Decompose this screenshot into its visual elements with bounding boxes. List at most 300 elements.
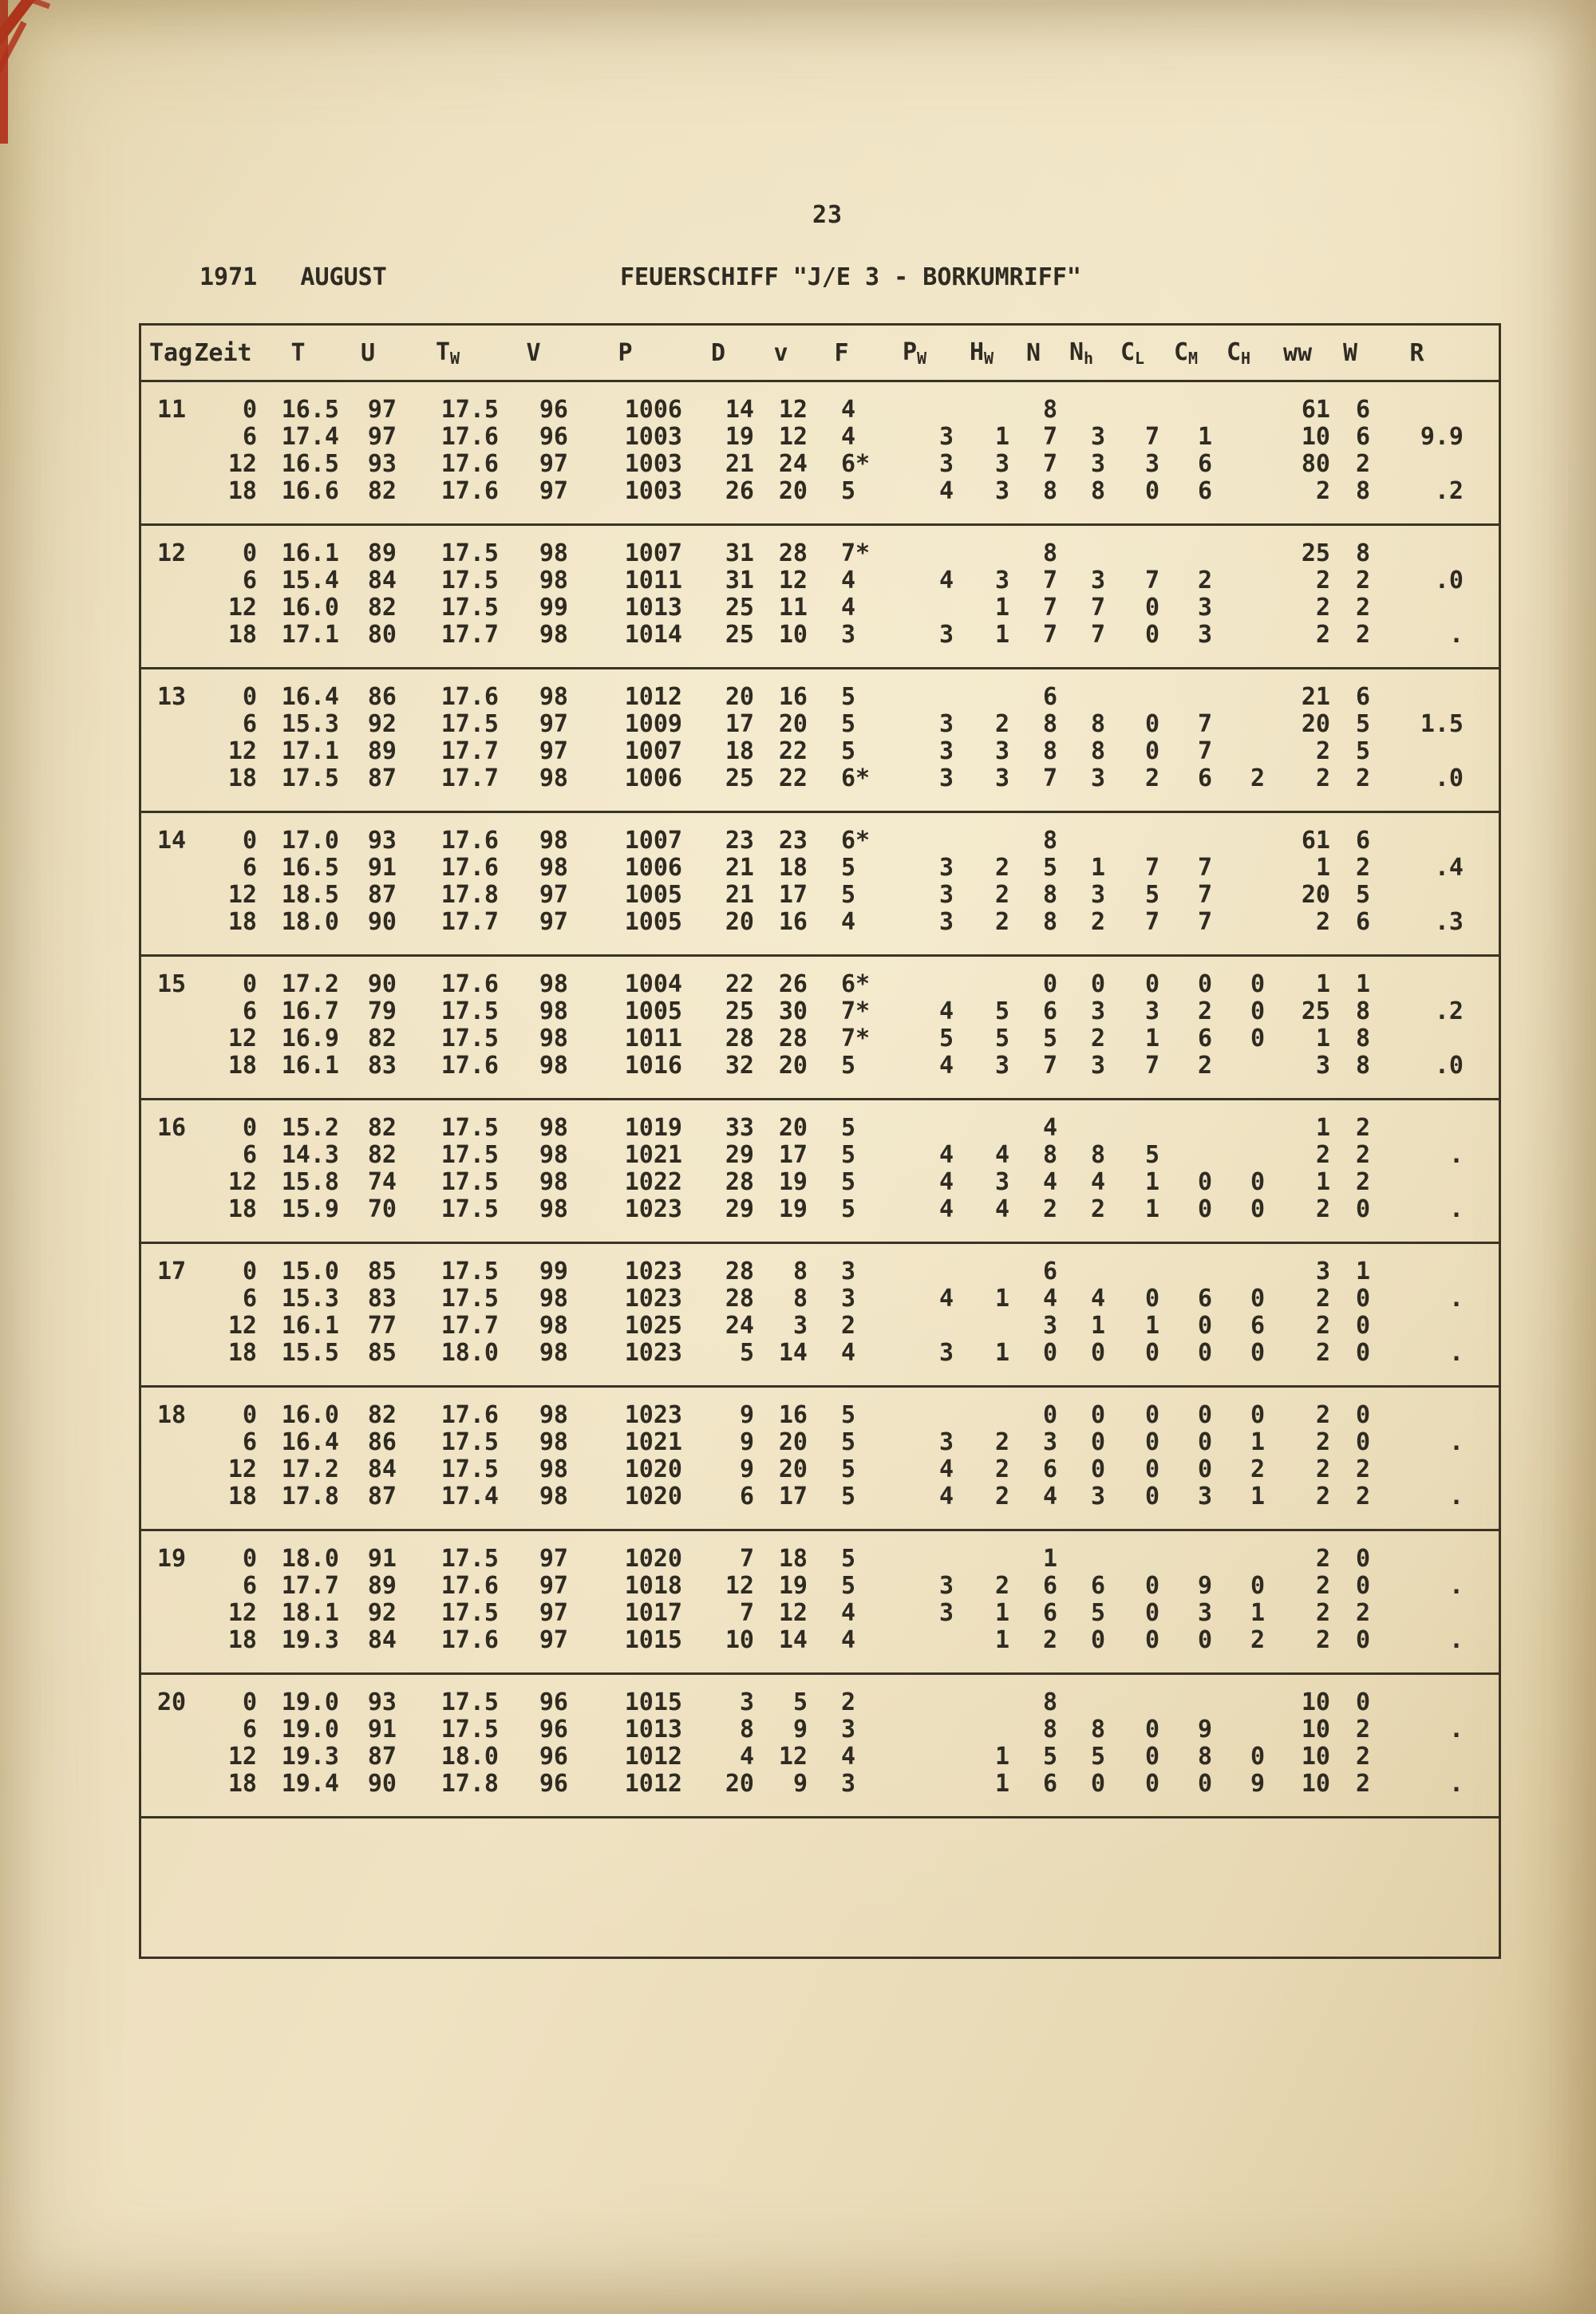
table-cell-d: 20: [725, 1770, 754, 1798]
table-cell-w: 8: [1355, 539, 1370, 567]
table-cell-n: 7: [1042, 764, 1057, 792]
table-cell-ch: [1212, 451, 1265, 478]
table-cell-ch: [1212, 1689, 1265, 1716]
table-cell-v-upper: 98: [539, 1455, 568, 1483]
table-cell-t: 18.1: [281, 1599, 339, 1627]
table-cell-d: 31: [725, 539, 754, 567]
table-cell-w: 0: [1355, 1195, 1370, 1223]
table-cell-p: 1020: [624, 1455, 682, 1483]
table-cell-v-upper: 98: [539, 1195, 568, 1223]
table-cell-p: 1014: [624, 621, 682, 649]
table-cell-hw: [954, 1689, 1009, 1716]
table-cell-tag: [141, 1573, 189, 1600]
table-cell-hw: [954, 1402, 1009, 1429]
table-cell-zeit: 0: [242, 1401, 257, 1429]
table-cell-zeit: 12: [227, 737, 257, 765]
table-cell-n: 8: [1042, 477, 1057, 505]
table-cell-t: 16.9: [281, 1025, 339, 1052]
table-cell-cl: 5: [1144, 881, 1159, 909]
column-header-d: D: [710, 338, 726, 367]
table-cell-pw: [875, 1743, 954, 1771]
table-cell-zeit: 18: [227, 764, 257, 792]
table-cell-ch: [1212, 567, 1265, 594]
table-cell-u: 90: [367, 970, 397, 998]
table-row: [141, 1483, 1499, 1510]
table-cell-nh: 4: [1090, 1285, 1105, 1313]
table-cell-u: 92: [367, 710, 397, 738]
table-cell-nh: 0: [1090, 1428, 1105, 1456]
table-cell-hw: [954, 1716, 1009, 1743]
table-cell-pw: [875, 1689, 954, 1716]
table-cell-w: 0: [1355, 1545, 1370, 1573]
table-cell-n: 6: [1042, 997, 1057, 1025]
table-cell-pw: [875, 1716, 954, 1743]
table-cell-cl: [1105, 397, 1159, 424]
table-cell-ch: 1: [1250, 1483, 1265, 1510]
table-cell-ww: 1: [1315, 854, 1330, 882]
table-cell-n: 8: [1042, 1141, 1057, 1169]
table-cell-p: 1007: [624, 737, 682, 765]
table-cell-ch: [1212, 827, 1265, 855]
table-cell-tag: [141, 1743, 189, 1771]
table-cell-v-upper: 97: [539, 908, 568, 936]
table-cell-tw: 17.5: [440, 997, 499, 1025]
table-cell-hw: 2: [994, 1483, 1009, 1510]
table-cell-zeit: 18: [227, 477, 257, 505]
table-cell-v-lower: 17: [778, 1483, 808, 1510]
table-row: [141, 567, 1499, 594]
table-cell-p: 1006: [624, 854, 682, 882]
table-cell-d: 28: [725, 1258, 754, 1285]
table-cell-tw: 17.5: [440, 396, 499, 424]
table-cell-f: 5: [841, 1195, 856, 1223]
table-cell-tag: [141, 424, 189, 451]
table-cell-p: 1023: [624, 1339, 682, 1367]
table-cell-v-upper: 96: [539, 1770, 568, 1798]
table-cell-f: 6*: [841, 827, 871, 855]
table-cell-n: 6: [1042, 1258, 1057, 1285]
table-cell-n: 8: [1042, 1716, 1057, 1743]
table-cell-zeit: 6: [242, 1285, 257, 1313]
table-cell-v-lower: 9: [792, 1716, 808, 1743]
table-cell-ch: 2: [1250, 1626, 1265, 1654]
table-cell-r: .0: [1434, 764, 1464, 792]
table-cell-cm: 0: [1197, 970, 1212, 998]
table-cell-nh: [1057, 540, 1105, 567]
table-cell-v-upper: 97: [539, 1599, 568, 1627]
table-cell-u: 92: [367, 1599, 397, 1627]
column-header-tag: Tag: [149, 338, 193, 367]
table-cell-n: 0: [1042, 1339, 1057, 1367]
table-cell-f: 5: [841, 1572, 856, 1600]
table-cell-zeit: 6: [242, 1716, 257, 1743]
table-cell-t: 17.5: [281, 764, 339, 792]
table-row: [141, 684, 1499, 711]
table-cell-p: 1023: [624, 1401, 682, 1429]
table-cell-cm: 0: [1197, 1401, 1212, 1429]
table-cell-r: [1370, 738, 1499, 765]
table-cell-w: 2: [1355, 1455, 1370, 1483]
table-cell-d: 33: [725, 1114, 754, 1142]
table-cell-pw: 4: [938, 1052, 954, 1080]
table-cell-cm: 3: [1197, 621, 1212, 649]
table-cell-n: 1: [1042, 1545, 1057, 1573]
table-cell-hw: 3: [994, 567, 1009, 594]
table-cell-cm: [1159, 1258, 1212, 1285]
table-cell-ch: [1212, 540, 1265, 567]
table-cell-p: 1003: [624, 477, 682, 505]
table-cell-p: 1025: [624, 1312, 682, 1340]
table-cell-hw: [954, 684, 1009, 711]
table-cell-v-lower: 16: [778, 1401, 808, 1429]
table-cell-hw: [954, 1313, 1009, 1340]
table-cell-w: 2: [1355, 1770, 1370, 1798]
table-cell-d: 4: [739, 1743, 754, 1771]
table-cell-tw: 17.5: [440, 1285, 499, 1313]
table-cell-u: 91: [367, 1716, 397, 1743]
table-cell-tw: 17.7: [440, 764, 499, 792]
column-header-n: N: [1025, 338, 1041, 367]
table-cell-hw: 2: [994, 1455, 1009, 1483]
table-cell-v-upper: 98: [539, 1401, 568, 1429]
table-cell-f: 6*: [841, 970, 871, 998]
table-cell-ww: 2: [1315, 1141, 1330, 1169]
table-cell-hw: 1: [994, 621, 1009, 649]
table-cell-v-upper: 98: [539, 683, 568, 711]
table-cell-w: 2: [1355, 1599, 1370, 1627]
table-cell-ch: 0: [1250, 970, 1265, 998]
table-cell-tag: [141, 882, 189, 909]
table-cell-p: 1004: [624, 970, 682, 998]
table-cell-ww: 61: [1301, 827, 1330, 855]
table-cell-ch: 2: [1250, 1455, 1265, 1483]
table-cell-p: 1007: [624, 827, 682, 855]
table-cell-w: 2: [1355, 567, 1370, 594]
day-group-12: [141, 526, 1499, 669]
table-row: [141, 1052, 1499, 1080]
table-cell-cl: 0: [1144, 477, 1159, 505]
table-cell-d: 19: [725, 423, 754, 451]
station-title: FEUERSCHIFF "J/E 3 - BORKUMRIFF": [620, 263, 1081, 291]
table-cell-u: 93: [367, 1688, 397, 1716]
table-cell-tw: 17.7: [440, 908, 499, 936]
table-cell-ww: 2: [1315, 908, 1330, 936]
table-cell-ww: 1: [1315, 1114, 1330, 1142]
table-cell-zeit: 12: [227, 1743, 257, 1771]
table-row: [141, 424, 1499, 451]
table-cell-nh: 3: [1090, 881, 1105, 909]
table-cell-t: 16.1: [281, 1312, 339, 1340]
table-cell-n: 8: [1042, 710, 1057, 738]
table-cell-ch: [1212, 711, 1265, 738]
table-cell-tag: [141, 1142, 189, 1169]
table-cell-ch: 0: [1250, 997, 1265, 1025]
table-cell-d: 28: [725, 1285, 754, 1313]
table-cell-t: 16.5: [281, 450, 339, 478]
table-cell-ww: 2: [1315, 1545, 1330, 1573]
page-number: 23: [812, 201, 843, 229]
table-cell-cl: 0: [1144, 970, 1159, 998]
table-cell-f: 5: [841, 1483, 856, 1510]
table-cell-nh: [1057, 827, 1105, 855]
table-cell-d: 6: [739, 1483, 754, 1510]
table-cell-d: 21: [725, 881, 754, 909]
table-cell-hw: 1: [994, 594, 1009, 622]
table-cell-pw: 3: [938, 621, 954, 649]
table-cell-hw: 3: [994, 764, 1009, 792]
table-cell-f: 5: [841, 1114, 856, 1142]
table-cell-tw: 17.6: [440, 423, 499, 451]
table-cell-pw: 3: [938, 1572, 954, 1600]
table-cell-u: 90: [367, 908, 397, 936]
column-header-f: F: [834, 338, 849, 367]
table-cell-w: 8: [1355, 477, 1370, 505]
table-cell-v-upper: 96: [539, 423, 568, 451]
table-cell-v-upper: 98: [539, 621, 568, 649]
table-cell-f: 4: [841, 908, 856, 936]
table-cell-ch: 0: [1250, 1401, 1265, 1429]
table-cell-zeit: 18: [227, 621, 257, 649]
table-cell-v-lower: 20: [778, 1428, 808, 1456]
table-cell-r: [1370, 594, 1499, 622]
table-cell-v-lower: 18: [778, 854, 808, 882]
table-cell-v-lower: 18: [778, 1545, 808, 1573]
table-cell-p: 1022: [624, 1168, 682, 1196]
table-cell-zeit: 12: [227, 594, 257, 622]
table-cell-r: .: [1448, 1195, 1464, 1223]
table-cell-w: 0: [1355, 1688, 1370, 1716]
table-cell-pw: 4: [938, 1141, 954, 1169]
table-cell-v-upper: 97: [539, 450, 568, 478]
table-cell-p: 1003: [624, 450, 682, 478]
table-cell-tag: [141, 1456, 189, 1483]
table-cell-cl: 2: [1144, 764, 1159, 792]
day-group-18: [141, 1388, 1499, 1531]
table-cell-pw: 3: [938, 737, 954, 765]
table-cell-f: 5: [841, 1052, 856, 1080]
table-cell-tw: 18.0: [440, 1339, 499, 1367]
table-cell-tag: 13: [157, 683, 187, 711]
table-cell-t: 14.3: [281, 1141, 339, 1169]
table-cell-cm: 3: [1197, 594, 1212, 622]
table-cell-cm: 6: [1197, 764, 1212, 792]
table-cell-v-lower: 20: [778, 1052, 808, 1080]
table-cell-p: 1016: [624, 1052, 682, 1080]
table-cell-ww: 3: [1315, 1052, 1330, 1080]
table-cell-nh: 2: [1090, 1025, 1105, 1052]
table-row: [141, 909, 1499, 936]
table-cell-hw: 2: [994, 1428, 1009, 1456]
table-cell-d: 18: [725, 737, 754, 765]
table-cell-v-upper: 97: [539, 881, 568, 909]
table-cell-zeit: 12: [227, 1455, 257, 1483]
table-cell-d: 9: [739, 1455, 754, 1483]
table-row: [141, 827, 1499, 855]
table-cell-tag: [141, 1716, 189, 1743]
table-cell-r: .: [1448, 1626, 1464, 1654]
table-cell-v-lower: 19: [778, 1572, 808, 1600]
table-cell-d: 25: [725, 621, 754, 649]
table-cell-d: 12: [725, 1572, 754, 1600]
day-group-14: [141, 813, 1499, 957]
table-cell-cm: 0: [1197, 1770, 1212, 1798]
table-cell-pw: [875, 971, 954, 998]
table-row: [141, 1627, 1499, 1654]
table-cell-nh: [1057, 397, 1105, 424]
table-cell-v-lower: 26: [778, 970, 808, 998]
table-cell-pw: 4: [938, 1285, 954, 1313]
table-cell-r: .: [1448, 1285, 1464, 1313]
table-cell-r: [1370, 1025, 1499, 1052]
table-cell-ww: 10: [1301, 1688, 1330, 1716]
table-cell-ch: 9: [1250, 1770, 1265, 1798]
table-cell-hw: [954, 1115, 1009, 1142]
table-cell-r: .: [1448, 1483, 1464, 1510]
table-cell-pw: 4: [938, 1168, 954, 1196]
table-cell-tw: 17.5: [440, 1545, 499, 1573]
table-cell-pw: 3: [938, 1339, 954, 1367]
table-cell-u: 82: [367, 1141, 397, 1169]
table-cell-cl: [1105, 1546, 1159, 1573]
table-cell-w: 0: [1355, 1401, 1370, 1429]
table-cell-w: 2: [1355, 1114, 1370, 1142]
table-cell-r: .2: [1434, 997, 1464, 1025]
table-row: [141, 1340, 1499, 1367]
table-cell-hw: 1: [994, 1285, 1009, 1313]
table-cell-tw: 17.5: [440, 1599, 499, 1627]
table-cell-v-upper: 98: [539, 764, 568, 792]
table-row: [141, 1546, 1499, 1573]
table-cell-pw: 4: [938, 477, 954, 505]
table-cell-t: 15.9: [281, 1195, 339, 1223]
table-cell-tag: [141, 998, 189, 1025]
table-cell-nh: [1057, 1689, 1105, 1716]
table-cell-d: 20: [725, 683, 754, 711]
table-cell-d: 14: [725, 396, 754, 424]
table-cell-u: 82: [367, 1114, 397, 1142]
table-cell-ww: 10: [1301, 1743, 1330, 1771]
table-cell-zeit: 6: [242, 423, 257, 451]
table-cell-v-lower: 22: [778, 764, 808, 792]
table-cell-v-upper: 98: [539, 1285, 568, 1313]
table-cell-zeit: 6: [242, 997, 257, 1025]
table-cell-n: 8: [1042, 396, 1057, 424]
table-cell-d: 22: [725, 970, 754, 998]
table-cell-tw: 17.5: [440, 567, 499, 594]
table-cell-w: 5: [1355, 710, 1370, 738]
table-cell-v-upper: 96: [539, 1743, 568, 1771]
table-row: [141, 1573, 1499, 1600]
table-cell-nh: 1: [1090, 1312, 1105, 1340]
table-cell-hw: [954, 1258, 1009, 1285]
table-cell-v-upper: 98: [539, 997, 568, 1025]
table-cell-w: 1: [1355, 970, 1370, 998]
table-cell-ch: [1212, 478, 1265, 505]
table-cell-v-lower: 12: [778, 423, 808, 451]
table-cell-p: 1012: [624, 683, 682, 711]
table-cell-f: 5: [841, 1141, 856, 1169]
table-cell-n: 7: [1042, 621, 1057, 649]
table-cell-ww: 2: [1315, 1455, 1330, 1483]
table-cell-cm: 0: [1197, 1455, 1212, 1483]
table-cell-p: 1021: [624, 1428, 682, 1456]
table-cell-nh: 0: [1090, 1339, 1105, 1367]
table-cell-t: 15.8: [281, 1168, 339, 1196]
table-cell-nh: 3: [1090, 450, 1105, 478]
table-cell-w: 6: [1355, 827, 1370, 855]
table-cell-ww: 2: [1315, 737, 1330, 765]
table-cell-w: 8: [1355, 997, 1370, 1025]
table-cell-ch: [1212, 1115, 1265, 1142]
table-cell-w: 2: [1355, 1716, 1370, 1743]
table-cell-nh: 3: [1090, 997, 1105, 1025]
table-cell-n: 8: [1042, 539, 1057, 567]
table-cell-u: 83: [367, 1052, 397, 1080]
table-cell-v-lower: 14: [778, 1626, 808, 1654]
table-cell-f: 5: [841, 683, 856, 711]
table-cell-w: 6: [1355, 423, 1370, 451]
table-cell-f: 5: [841, 854, 856, 882]
table-cell-cm: [1159, 1115, 1212, 1142]
table-cell-f: 3: [841, 621, 856, 649]
table-cell-f: 5: [841, 1401, 856, 1429]
table-cell-ww: 80: [1301, 450, 1330, 478]
table-cell-t: 17.4: [281, 423, 339, 451]
table-cell-cl: 1: [1144, 1312, 1159, 1340]
table-cell-d: 28: [725, 1025, 754, 1052]
table-cell-ch: 0: [1250, 1285, 1265, 1313]
table-cell-hw: [954, 971, 1009, 998]
table-cell-tw: 17.5: [440, 539, 499, 567]
table-row: [141, 882, 1499, 909]
table-row: [141, 971, 1499, 998]
table-cell-pw: 4: [938, 997, 954, 1025]
column-header-pw: $P_W$: [902, 338, 927, 368]
table-cell-v-upper: 96: [539, 396, 568, 424]
table-cell-d: 29: [725, 1141, 754, 1169]
table-cell-pw: 4: [938, 567, 954, 594]
table-cell-tag: [141, 855, 189, 882]
table-cell-n: 8: [1042, 1688, 1057, 1716]
table-cell-v-upper: 98: [539, 1052, 568, 1080]
table-cell-v-upper: 98: [539, 1339, 568, 1367]
table-cell-p: 1023: [624, 1195, 682, 1223]
table-cell-f: 6*: [841, 450, 871, 478]
table-cell-r: .0: [1434, 1052, 1464, 1080]
table-cell-v-lower: 12: [778, 1743, 808, 1771]
table-cell-r: [1370, 827, 1499, 855]
table-cell-w: 1: [1355, 1258, 1370, 1285]
table-cell-nh: 3: [1090, 1052, 1105, 1080]
table-cell-t: 15.3: [281, 1285, 339, 1313]
table-cell-u: 82: [367, 477, 397, 505]
table-cell-ww: 2: [1315, 477, 1330, 505]
table-cell-p: 1006: [624, 396, 682, 424]
table-cell-tag: [141, 567, 189, 594]
table-cell-v-lower: 11: [778, 594, 808, 622]
table-cell-ww: 1: [1315, 1168, 1330, 1196]
table-cell-hw: 2: [994, 908, 1009, 936]
table-cell-u: 93: [367, 450, 397, 478]
table-cell-hw: 2: [994, 854, 1009, 882]
table-cell-zeit: 12: [227, 1312, 257, 1340]
table-cell-cm: 6: [1197, 1025, 1212, 1052]
table-cell-p: 1011: [624, 567, 682, 594]
table-cell-f: 5: [841, 477, 856, 505]
table-cell-ch: [1212, 424, 1265, 451]
table-cell-f: 4: [841, 1599, 856, 1627]
table-cell-n: 8: [1042, 908, 1057, 936]
